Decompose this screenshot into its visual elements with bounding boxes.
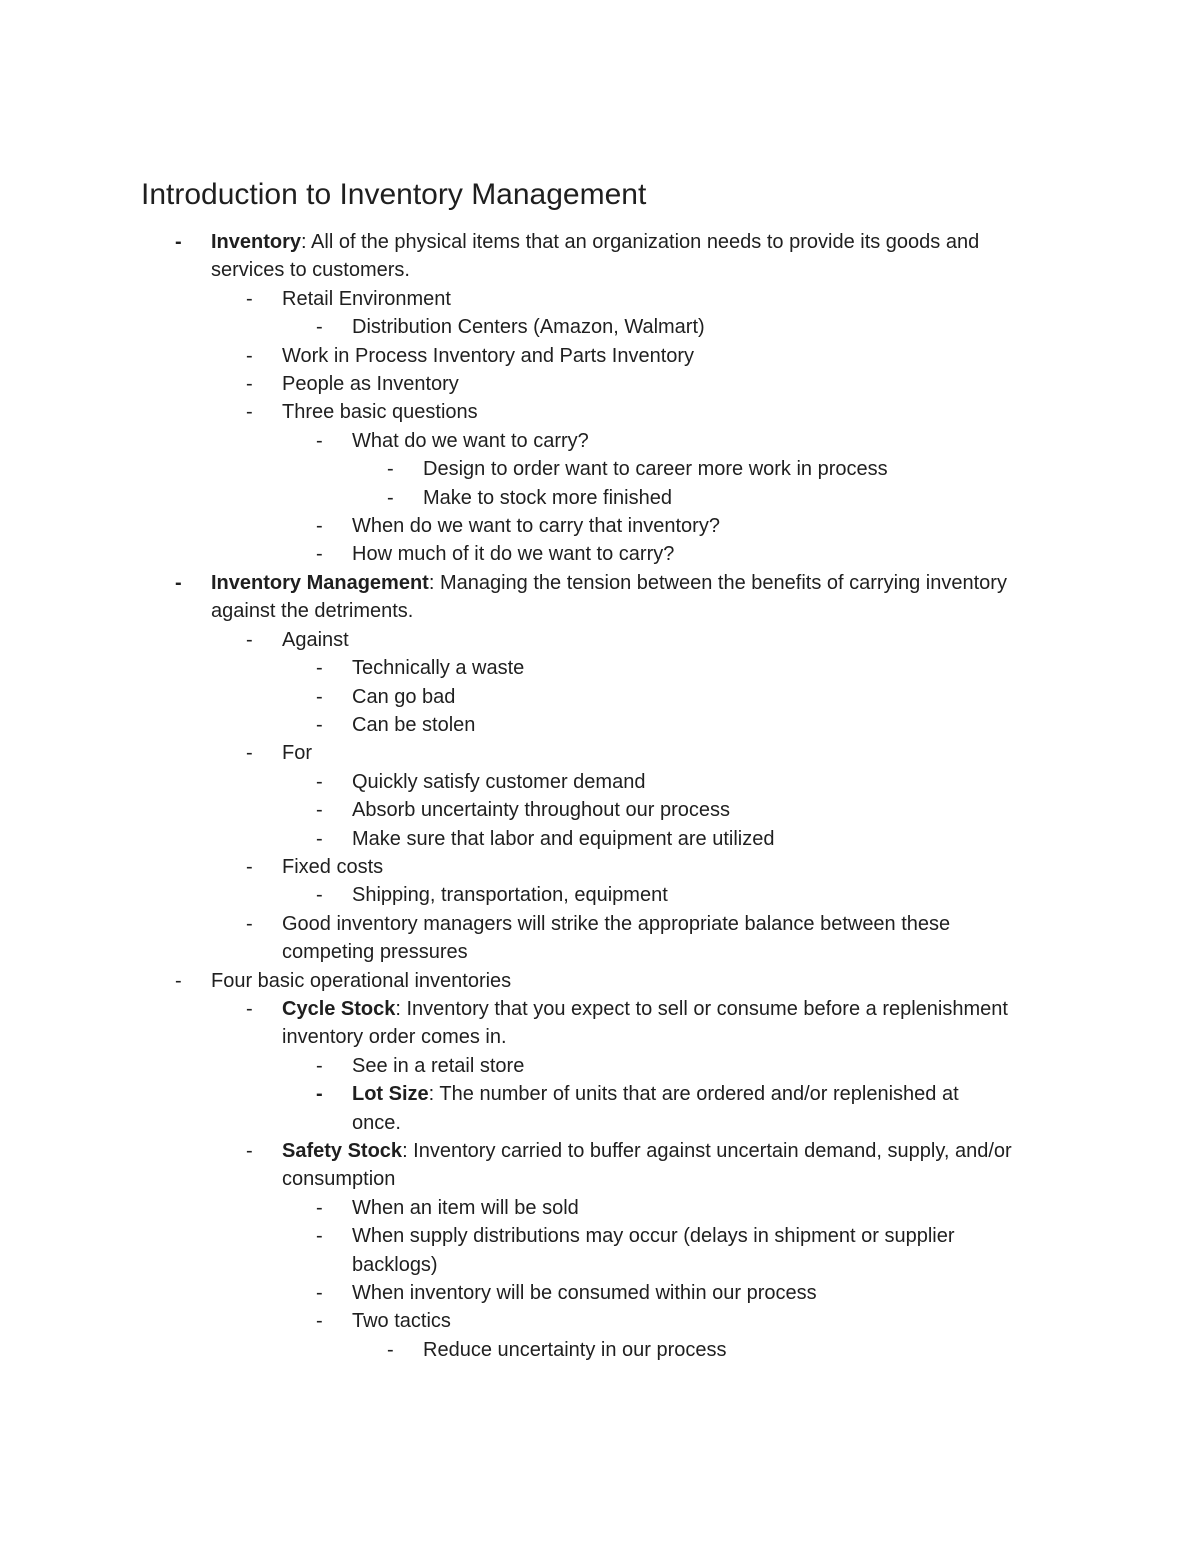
list-item <box>0 1052 1200 1080</box>
bullet-dash: - <box>316 1282 323 1305</box>
item-text: Can be stolen <box>352 713 476 736</box>
bullet-dash: - <box>316 1196 323 1219</box>
term: Inventory Management <box>211 571 429 594</box>
bullet-dash: - <box>246 628 253 651</box>
list-item <box>0 313 1200 341</box>
bullet-dash: - <box>246 373 253 396</box>
list-item <box>0 569 1200 626</box>
item-text: Make sure that labor and equipment are utilized <box>352 827 775 850</box>
list-item <box>0 995 1200 1052</box>
bullet-dash: - <box>246 855 253 878</box>
item-text: Quickly satisfy customer demand <box>352 770 646 793</box>
list-item <box>0 1307 1200 1335</box>
bullet-dash: - <box>175 969 182 992</box>
list-item <box>0 967 1200 995</box>
list-item <box>0 654 1200 682</box>
list-item <box>0 881 1200 909</box>
bullet-dash: - <box>316 1054 323 1077</box>
term: Inventory <box>211 231 302 253</box>
item-text: Retail Environment <box>282 287 451 310</box>
item-text: Make to stock more finished <box>423 486 672 509</box>
item-text: Absorb uncertainty throughout our process <box>352 799 730 822</box>
item-text: : Inventory carried to buffer against uncertain demand, supply, and/or consumption <box>282 1140 1012 1191</box>
bullet-dash: - <box>246 997 253 1020</box>
bullet-dash: - <box>316 1083 323 1106</box>
list-item <box>0 512 1200 540</box>
item-text: : The number of units that are ordered and/or replenished at once. <box>352 1083 959 1134</box>
bullet-dash: - <box>387 1338 394 1361</box>
list-item <box>0 1279 1200 1307</box>
bullet-dash: - <box>246 344 253 367</box>
bullet-dash: - <box>387 486 394 509</box>
list-item <box>0 1194 1200 1222</box>
bullet-dash: - <box>246 287 253 310</box>
item-text: Design to order want to career more work in process <box>423 458 888 481</box>
item-text: Reduce uncertainty in our process <box>423 1338 727 1361</box>
item-text: Good inventory managers will strike the appropriate balance between these competing pressures <box>282 912 951 964</box>
list-item <box>0 228 1200 285</box>
outline-list <box>0 228 1200 1364</box>
term: Safety Stock <box>282 1140 403 1162</box>
bullet-dash: - <box>316 827 323 850</box>
item-text: Shipping, transportation, equipment <box>352 884 668 907</box>
item-text: Fixed costs <box>282 855 384 878</box>
bullet-dash: - <box>316 515 323 538</box>
list-item <box>0 739 1200 767</box>
bullet-dash: - <box>316 884 323 907</box>
list-item <box>0 342 1200 370</box>
bullet-dash: - <box>387 458 394 481</box>
bullet-dash: - <box>316 1310 323 1333</box>
list-item <box>0 683 1200 711</box>
item-text: People as Inventory <box>282 373 459 396</box>
item-text: See in a retail store <box>352 1054 525 1077</box>
list-item <box>0 455 1200 483</box>
bullet-dash: - <box>246 1140 253 1162</box>
item-text: Four basic operational inventories <box>211 969 512 992</box>
bullet-dash: - <box>316 799 323 822</box>
item-text: Against <box>282 628 349 651</box>
term: Lot Size <box>352 1083 429 1106</box>
list-item <box>0 711 1200 739</box>
item-text: Distribution Centers (Amazon, Walmart) <box>352 316 705 339</box>
bullet-dash: - <box>246 401 253 424</box>
list-item <box>0 910 1200 967</box>
bullet-dash: - <box>175 571 182 594</box>
item-text: : Inventory that you expect to sell or consume before a replenishment inventory order comes in. <box>282 997 1008 1049</box>
item-text: How much of it do we want to carry? <box>352 543 675 566</box>
item-text: : Managing the tension between the benefits of carrying inventory against the detriments. <box>211 571 1007 623</box>
list-item <box>0 427 1200 455</box>
term: Cycle Stock <box>282 997 396 1020</box>
list-item <box>0 796 1200 824</box>
item-text: When do we want to carry that inventory? <box>352 515 720 538</box>
bullet-dash: - <box>316 657 323 680</box>
item-text: When an item will be sold <box>352 1196 579 1219</box>
item-text: For <box>282 742 312 765</box>
item-text: Three basic questions <box>282 401 478 424</box>
item-text: : All of the physical items that an organization needs to provide its goods and services to customers. <box>211 231 980 282</box>
list-item <box>0 1336 1200 1364</box>
list-item <box>0 285 1200 313</box>
bullet-dash: - <box>316 429 323 452</box>
list-item <box>0 853 1200 881</box>
list-item <box>0 1080 1200 1137</box>
bullet-dash: - <box>316 316 323 339</box>
bullet-dash: - <box>316 713 323 736</box>
list-item <box>0 1137 1200 1194</box>
list-item <box>0 825 1200 853</box>
list-item <box>0 398 1200 426</box>
item-text: Technically a waste <box>352 657 525 680</box>
item-text: Two tactics <box>352 1310 451 1333</box>
item-text: When supply distributions may occur (delays in shipment or supplier backlogs) <box>352 1225 955 1276</box>
list-item <box>0 540 1200 568</box>
item-text: Can go bad <box>352 685 456 708</box>
bullet-dash: - <box>246 912 253 935</box>
list-item <box>0 1222 1200 1279</box>
item-text: When inventory will be consumed within our process <box>352 1282 817 1305</box>
item-text: Work in Process Inventory and Parts Inventory <box>282 344 695 367</box>
bullet-dash: - <box>316 770 323 793</box>
bullet-dash: - <box>175 231 182 253</box>
list-item <box>0 370 1200 398</box>
list-item <box>0 768 1200 796</box>
bullet-dash: - <box>316 543 323 566</box>
list-item <box>0 484 1200 512</box>
item-text: What do we want to carry? <box>352 429 589 452</box>
bullet-dash: - <box>316 1225 323 1248</box>
bullet-dash: - <box>246 742 253 765</box>
page-title: Introduction to Inventory Management <box>141 178 647 211</box>
list-item <box>0 626 1200 654</box>
bullet-dash: - <box>316 685 323 708</box>
